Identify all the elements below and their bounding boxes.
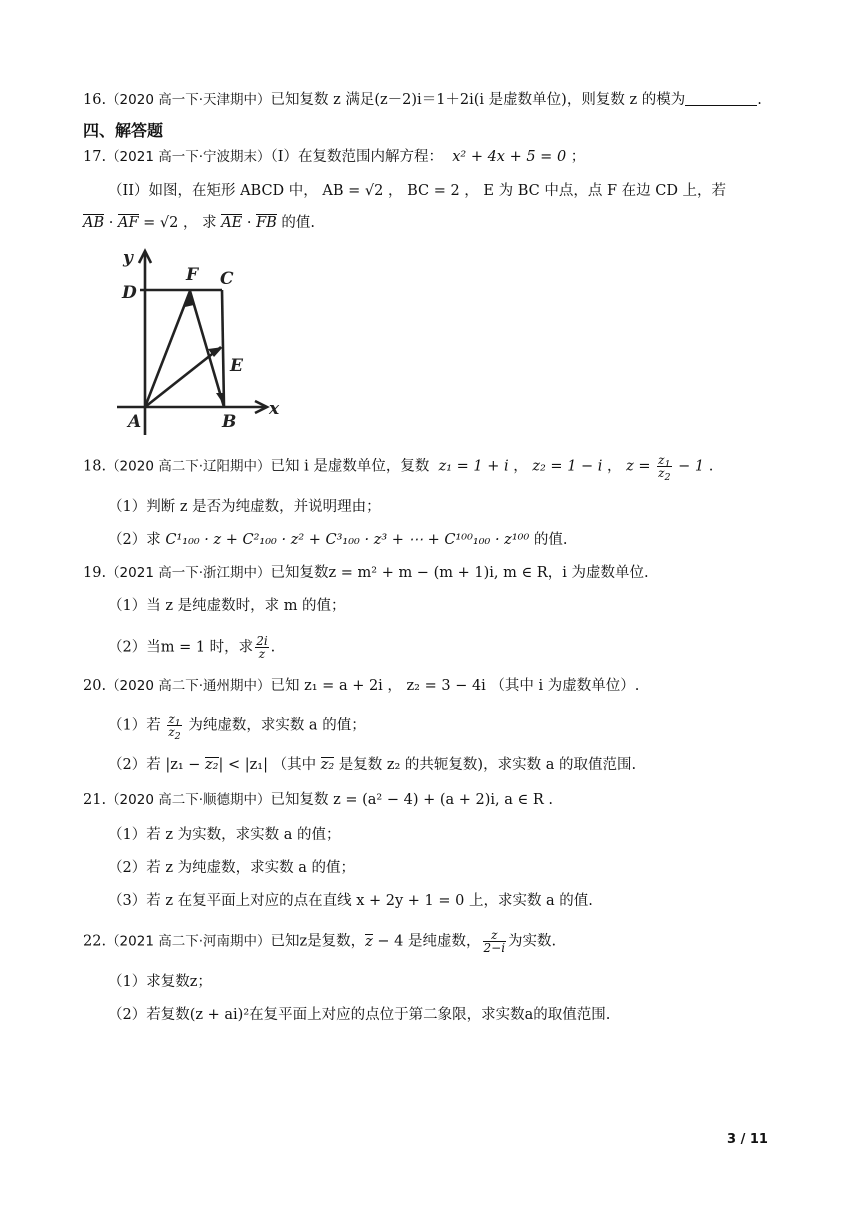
- q19-number: 19.: [83, 565, 107, 581]
- q17-part1: （I）在复数范围内解方程：: [270, 149, 443, 165]
- q18-sep2: ，: [602, 458, 627, 475]
- dot-1: ·: [104, 215, 118, 231]
- q22-number: 22.: [83, 933, 107, 950]
- q22-source: （2021 高二下·河南期中）: [106, 933, 271, 950]
- q17-part2-line1: （II）如图，在矩形 ABCD 中， AB = √2 ， BC = 2 ， E 为 BC 中点，点 F 在边 CD 上，若: [108, 183, 727, 199]
- q17-part2-line2: [83, 213, 315, 233]
- q22-fraction: [483, 929, 507, 954]
- q21-text: 已知复数 z = (a² − 4) + (a + 2)i, a ∈ R .: [270, 792, 554, 808]
- label-x: x: [269, 399, 280, 419]
- q20-source: （2020 高二下·通州期中）: [106, 678, 271, 694]
- vector-af: AF: [117, 215, 139, 231]
- q19-frac-denominator: z: [258, 647, 266, 661]
- q18-z-post: − 1: [673, 458, 705, 475]
- dot-2: ·: [242, 215, 257, 231]
- q16-answer-blank: [685, 91, 757, 106]
- q19-sub1: （1）当 z 是纯虚数时，求 m 的值；: [108, 598, 346, 614]
- vector-ab: AB: [83, 215, 105, 231]
- question-21: [83, 790, 553, 810]
- q20-sub2-mid: | < |z₁| （其中: [218, 757, 321, 773]
- q19-text: 已知复数z = m² + m − (m + 1)i, m ∈ R，i 为虚数单位.: [270, 565, 649, 581]
- q18-sub2-end: 的值.: [529, 532, 568, 548]
- q21-sub2: （2）若 z 为纯虚数，求实数 a 的值；: [108, 860, 355, 876]
- q22-frac-denominator: 2−i: [483, 941, 506, 955]
- vector-fb: FB: [256, 215, 277, 231]
- question-20: [83, 676, 639, 696]
- q22-sub2: （2）若复数(z + ai)²在复平面上对应的点位于第二象限，求实数a的取值范围.: [108, 1007, 611, 1023]
- q22-text-pre: 已知z是复数，: [270, 933, 366, 950]
- q20-sub1-post: 为纯虚数，求实数 a 的值；: [183, 717, 366, 734]
- section-heading: 四、解答题: [83, 121, 164, 140]
- q16-source: （2020 高一下·天津期中）: [106, 92, 271, 108]
- q21-source: （2020 高二下·顺德期中）: [106, 792, 271, 808]
- q22-frac-numerator: z: [483, 929, 507, 942]
- label-d: D: [122, 283, 137, 303]
- q20-conj-z2-2: z₂: [320, 757, 335, 773]
- label-e: E: [230, 356, 243, 376]
- vector-ae: AE: [221, 215, 243, 231]
- q18-end: .: [704, 458, 714, 475]
- q19-sub2: [108, 635, 275, 660]
- q18-sep1: ，: [508, 458, 533, 475]
- q22-conj-z: z: [365, 933, 373, 950]
- question-19: [83, 563, 649, 583]
- q18-sub2-expression: C¹₁₀₀ · z + C²₁₀₀ · z² + C³₁₀₀ · z³ + ⋯ + C¹⁰⁰₁₀₀ · z¹⁰⁰: [165, 532, 530, 548]
- label-y: y: [123, 248, 133, 268]
- q20-sub1-pre: （1）若: [108, 717, 166, 734]
- q18-number: 18.: [83, 458, 107, 475]
- q17-number: 17.: [83, 149, 107, 165]
- question-16: [83, 90, 762, 110]
- q21-sub3: （3）若 z 在复平面上对应的点在直线 x + 2y + 1 = 0 上，求实数 a 的值.: [108, 893, 593, 909]
- label-f: F: [186, 265, 199, 285]
- q18-z-pre: z =: [626, 458, 656, 475]
- q18-text: 已知 i 是虚数单位，复数: [270, 458, 434, 475]
- question-18: [83, 453, 714, 483]
- q20-sub1: [108, 712, 366, 742]
- label-b: B: [222, 412, 237, 432]
- q18-sub2: [108, 530, 567, 550]
- label-a: A: [128, 412, 142, 432]
- q19-sub2-pre: （2）当m = 1 时，求: [108, 639, 254, 656]
- q16-end: .: [757, 92, 762, 108]
- q19-sub2-end: .: [270, 639, 276, 656]
- question-22: [83, 929, 556, 954]
- arrowhead-b: [216, 393, 225, 405]
- q19-frac-numerator: 2i: [256, 634, 268, 648]
- q20-sub2: [108, 755, 636, 775]
- q20-fraction: $\frac{z_1}{z_2}$: [168, 712, 181, 742]
- label-c: C: [220, 269, 234, 289]
- q20-conj-z2: z₂: [205, 757, 219, 773]
- q18-sub1: （1）判断 z 是否为纯虚数，并说明理由；: [108, 499, 381, 515]
- q17-mid: = √2 ， 求: [138, 215, 222, 231]
- q17-end: 的值.: [276, 215, 316, 231]
- q20-number: 20.: [83, 678, 107, 694]
- q21-number: 21.: [83, 792, 107, 808]
- question-17: [83, 147, 585, 167]
- q18-z2: z₂ = 1 − i: [532, 458, 603, 475]
- q22-text-end: 为实数.: [508, 933, 557, 950]
- rectangle-figure: [112, 247, 280, 437]
- q18-source: （2020 高二下·辽阳期中）: [106, 458, 271, 475]
- q19-source: （2021 高一下·浙江期中）: [106, 565, 271, 581]
- q20-sub2-pre: （2）若 |z₁ −: [108, 757, 206, 773]
- side-cb: [222, 290, 224, 407]
- q18-z1: z₁ = 1 + i: [438, 458, 509, 475]
- q20-text: 已知 z₁ = a + 2i ， z₂ = 3 − 4i （其中 i 为虚数单位）.: [270, 678, 640, 694]
- q16-number: 16.: [83, 92, 107, 108]
- q20-sub2-end: 是复数 z₂ 的共轭复数)，求实数 a 的取值范围.: [334, 757, 637, 773]
- q18-fraction: $\frac{z_1}{z_2}$: [658, 453, 671, 483]
- q17-part1-end: ；: [570, 149, 586, 165]
- q22-sub1: （1）求复数z；: [108, 974, 212, 990]
- q18-sub2-pre: （2）求: [108, 532, 166, 548]
- q19-fraction: [255, 635, 268, 660]
- q21-sub1: （1）若 z 为实数，求实数 a 的值；: [108, 827, 341, 843]
- q16-text: 已知复数 z 满足(z－2)i＝1＋2i(i 是虚数单位)，则复数 z 的模为: [270, 92, 686, 108]
- q17-equation: x² + 4x + 5 = 0: [452, 149, 567, 165]
- q22-text-mid: − 4 是纯虚数，: [372, 933, 481, 950]
- page-number: 3 / 11: [727, 1132, 768, 1147]
- q17-source: （2021 高一下·宁波期末）: [106, 149, 271, 165]
